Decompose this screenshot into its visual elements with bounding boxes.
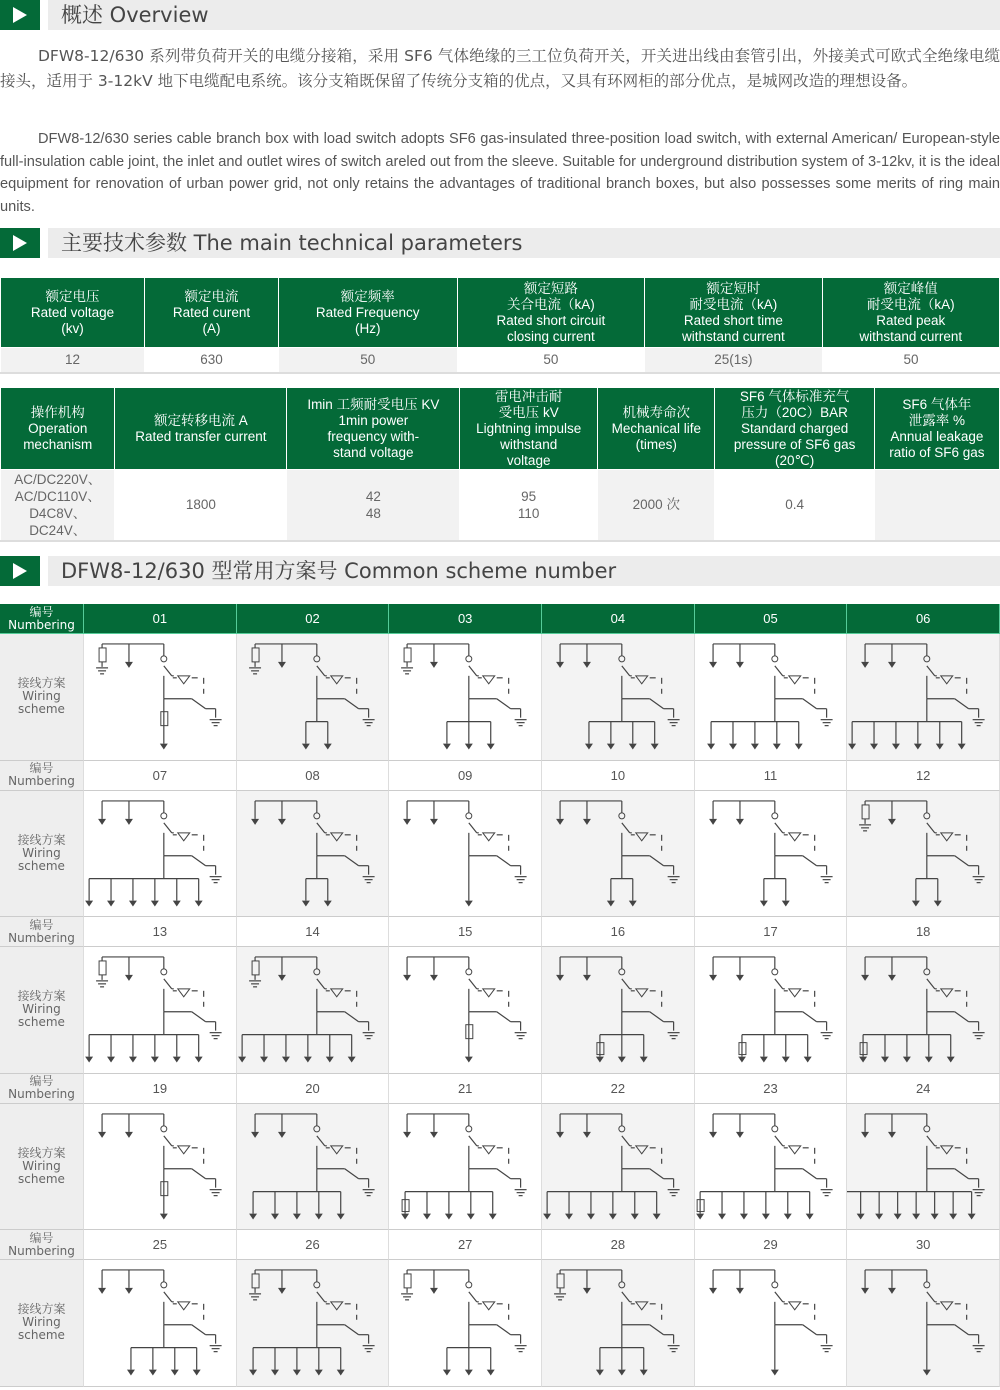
label-en: Numbering bbox=[8, 617, 75, 632]
wiring-scheme-cell bbox=[542, 791, 695, 918]
text-line: 95 bbox=[521, 488, 537, 504]
wiring-scheme-cell bbox=[389, 1104, 542, 1231]
wiring-diagram bbox=[695, 947, 847, 1073]
text-line: 耐受电流（kA) bbox=[866, 296, 955, 312]
wiring-diagram bbox=[695, 634, 847, 760]
overview-zh: DFW8-12/630 系列带负荷开关的电缆分接箱，采用 SF6 气体绝缘的三工位负荷开关，开关进出线由套管引出，外接美式可欧式全绝缘电缆接头，适用于 3-12kV 地下电缆配电系统。该分支箱既保留了传统分支箱的优点，又具有环网柜的部分优点，是城网改造的理想设备。 bbox=[0, 47, 1000, 90]
wiring-scheme-cell bbox=[237, 634, 390, 761]
text-line: 110 bbox=[517, 505, 540, 521]
wiring-scheme-cell bbox=[542, 634, 695, 761]
text-line: 耐受电流（kA) bbox=[689, 296, 778, 312]
label-en: Numbering bbox=[8, 774, 75, 788]
label-en: Wiring bbox=[22, 1158, 61, 1173]
wiring-label bbox=[0, 947, 84, 1074]
text-line: 额定峰值 bbox=[883, 280, 938, 296]
wiring-diagram bbox=[847, 791, 999, 917]
scheme-number: 07 bbox=[84, 761, 237, 791]
scheme-number: 21 bbox=[389, 1074, 542, 1104]
column-header bbox=[457, 278, 645, 348]
text-line: voltage bbox=[506, 452, 551, 468]
text-line: 48 bbox=[365, 505, 381, 521]
wiring-label bbox=[0, 1104, 84, 1231]
wiring-label bbox=[0, 1260, 84, 1387]
wiring-row bbox=[0, 1260, 1000, 1387]
numbering-row bbox=[0, 604, 1000, 634]
text-line: SF6 气体年 bbox=[902, 396, 972, 412]
wiring-diagram bbox=[847, 1260, 999, 1386]
wiring-diagram bbox=[84, 947, 236, 1073]
text-line: Lightning impulse bbox=[476, 420, 582, 436]
wiring-diagram bbox=[847, 1104, 999, 1230]
wiring-scheme-cell bbox=[84, 791, 237, 918]
label-en: scheme bbox=[18, 858, 65, 873]
label-zh: 编号 bbox=[29, 761, 54, 775]
label-en: Wiring bbox=[22, 1315, 61, 1330]
text-line: pressure of SF6 gas bbox=[733, 436, 856, 452]
label-en: scheme bbox=[18, 1328, 65, 1343]
label-en: Wiring bbox=[22, 689, 61, 704]
text-line: (times) bbox=[635, 436, 677, 452]
column-header bbox=[287, 388, 460, 470]
wiring-scheme-cell bbox=[237, 791, 390, 918]
table-cell bbox=[715, 470, 874, 541]
table-cell: 12 bbox=[1, 348, 145, 373]
numbering-row bbox=[0, 917, 1000, 947]
params-table-1 bbox=[0, 277, 1000, 374]
text-line: 额定短时 bbox=[706, 280, 761, 296]
text-line: Operation bbox=[28, 420, 88, 436]
column-header bbox=[645, 278, 822, 348]
wiring-scheme-cell bbox=[695, 634, 848, 761]
text-line: (Hz) bbox=[354, 320, 381, 336]
wiring-scheme-cell bbox=[695, 1104, 848, 1231]
overview-en: DFW8-12/630 series cable branch box with load switch adopts SF6 gas-insulated three-position load switch, with external American/ European-style full-insulation cable joint, the inlet and outlet wires of switch areled out from the sleeve. Suitable for underground distribution system of 3-12kv, it is the ideal equipment for renovation of urban power grid, not only retains the advantages of traditional branch boxes, but also possesses some merits of ring main units. bbox=[0, 131, 1000, 215]
wiring-scheme-cell bbox=[847, 947, 1000, 1074]
column-header bbox=[115, 388, 287, 470]
text-line: 2000 次 bbox=[632, 497, 680, 513]
text-line: Rated Frequency bbox=[315, 304, 420, 320]
wiring-diagram bbox=[542, 634, 694, 760]
wiring-diagram bbox=[389, 1104, 541, 1230]
column-header bbox=[145, 278, 279, 348]
label-zh: 接线方案 bbox=[17, 1302, 66, 1317]
text-line: 0.4 bbox=[785, 497, 805, 513]
text-line: (kv) bbox=[61, 320, 84, 336]
wiring-label bbox=[0, 634, 84, 761]
wiring-diagram bbox=[237, 947, 389, 1073]
section-header-params bbox=[0, 228, 1000, 258]
wiring-scheme-cell bbox=[237, 1260, 390, 1387]
wiring-diagram bbox=[389, 947, 541, 1073]
label-en: Wiring bbox=[22, 845, 61, 860]
scheme-number: 13 bbox=[84, 917, 237, 947]
text-line: AC/DC220V、 bbox=[14, 471, 102, 487]
wiring-scheme-cell bbox=[847, 1104, 1000, 1231]
text-line: 关合电流（kA) bbox=[506, 296, 595, 312]
wiring-diagram bbox=[847, 634, 999, 760]
scheme-number: 30 bbox=[847, 1230, 1000, 1260]
wiring-diagram bbox=[389, 791, 541, 917]
wiring-diagram bbox=[389, 1260, 541, 1386]
numbering-label bbox=[0, 761, 84, 791]
text-line: D4C8V、 bbox=[29, 505, 87, 521]
column-header bbox=[598, 388, 715, 470]
text-line: withstand current bbox=[859, 328, 963, 344]
wiring-scheme-cell bbox=[84, 1104, 237, 1231]
scheme-number: 17 bbox=[695, 917, 848, 947]
wiring-row bbox=[0, 791, 1000, 918]
wiring-row bbox=[0, 634, 1000, 761]
section-header-schemes bbox=[0, 556, 1000, 586]
scheme-number: 26 bbox=[237, 1230, 390, 1260]
label-zh: 接线方案 bbox=[17, 832, 66, 847]
scheme-number: 12 bbox=[847, 761, 1000, 791]
scheme-number: 05 bbox=[695, 604, 848, 634]
numbering-label bbox=[0, 1230, 84, 1260]
text-line: 1min power bbox=[338, 412, 409, 428]
column-header bbox=[278, 278, 457, 348]
scheme-number: 10 bbox=[542, 761, 695, 791]
scheme-number: 18 bbox=[847, 917, 1000, 947]
text-line: mechanism bbox=[23, 436, 93, 452]
wiring-scheme-cell bbox=[389, 947, 542, 1074]
column-header bbox=[715, 388, 874, 470]
text-line: Rated peak bbox=[876, 312, 946, 328]
text-line: Rated short time bbox=[683, 312, 783, 328]
scheme-number: 09 bbox=[389, 761, 542, 791]
scheme-number: 22 bbox=[542, 1074, 695, 1104]
text-line: 压力（20C）BAR bbox=[741, 404, 848, 420]
label-zh: 编号 bbox=[29, 1074, 54, 1088]
scheme-number: 16 bbox=[542, 917, 695, 947]
column-header bbox=[1, 388, 115, 470]
label-en: Wiring bbox=[22, 1002, 61, 1017]
table-cell: 630 bbox=[145, 348, 279, 373]
wiring-diagram bbox=[695, 1104, 847, 1230]
text-line: stand voltage bbox=[333, 444, 414, 460]
scheme-number: 03 bbox=[389, 604, 542, 634]
scheme-number: 04 bbox=[542, 604, 695, 634]
table-cell: 50 bbox=[822, 348, 999, 373]
text-line: Annual leakage bbox=[890, 428, 984, 444]
wiring-row bbox=[0, 947, 1000, 1074]
scheme-number: 08 bbox=[237, 761, 390, 791]
label-zh: 编号 bbox=[29, 917, 54, 932]
text-line: 额定电压 bbox=[45, 288, 100, 304]
wiring-scheme-cell bbox=[237, 1104, 390, 1231]
text-line: Standard charged bbox=[740, 420, 849, 436]
text-line: 额定短路 bbox=[523, 280, 578, 296]
text-line: Rated curent bbox=[172, 304, 251, 320]
text-line: AC/DC110V、 bbox=[14, 488, 101, 504]
scheme-number: 28 bbox=[542, 1230, 695, 1260]
wiring-scheme-cell bbox=[542, 947, 695, 1074]
text-line: (20℃) bbox=[775, 452, 815, 468]
column-header bbox=[874, 388, 999, 470]
wiring-scheme-cell bbox=[542, 1104, 695, 1231]
scheme-number: 23 bbox=[695, 1074, 848, 1104]
numbering-row bbox=[0, 1230, 1000, 1260]
play-arrow-icon bbox=[0, 556, 40, 586]
text-line: withstand bbox=[500, 436, 558, 452]
text-line: Mechanical life bbox=[611, 420, 701, 436]
wiring-scheme-cell bbox=[542, 1260, 695, 1387]
wiring-diagram bbox=[84, 791, 236, 917]
text-line: Rated transfer current bbox=[135, 428, 267, 444]
wiring-diagram bbox=[847, 947, 999, 1073]
section-title: 主要技术参数 The main technical parameters bbox=[48, 228, 1000, 258]
scheme-number: 24 bbox=[847, 1074, 1000, 1104]
text-line: Imin 工频耐受电压 KV bbox=[307, 396, 440, 412]
label-en: scheme bbox=[18, 702, 65, 717]
text-line: DC24V、 bbox=[29, 522, 87, 538]
table-cell bbox=[287, 470, 460, 541]
wiring-scheme-cell bbox=[847, 1260, 1000, 1387]
column-header bbox=[822, 278, 999, 348]
section-title: DFW8-12/630 型常用方案号 Common scheme number bbox=[48, 556, 1000, 586]
label-en: scheme bbox=[18, 1171, 65, 1186]
label-en: Numbering bbox=[8, 930, 75, 945]
wiring-scheme-cell bbox=[847, 791, 1000, 918]
text-line: Rated voltage bbox=[30, 304, 115, 320]
wiring-scheme-cell bbox=[84, 634, 237, 761]
wiring-diagram bbox=[84, 634, 236, 760]
wiring-row bbox=[0, 1104, 1000, 1231]
section-title: 概述 Overview bbox=[48, 0, 1000, 30]
wiring-diagram bbox=[542, 947, 694, 1073]
label-en: Numbering bbox=[8, 1243, 75, 1258]
text-line: 1800 bbox=[185, 497, 216, 513]
text-line: ratio of SF6 gas bbox=[889, 444, 985, 460]
wiring-label bbox=[0, 791, 84, 918]
table-cell bbox=[115, 470, 287, 541]
play-arrow-icon bbox=[0, 228, 40, 258]
scheme-number: 11 bbox=[695, 761, 848, 791]
wiring-diagram bbox=[237, 1104, 389, 1230]
play-arrow-icon bbox=[0, 0, 40, 30]
wiring-diagram bbox=[84, 1104, 236, 1230]
scheme-number: 20 bbox=[237, 1074, 390, 1104]
label-zh: 接线方案 bbox=[17, 989, 66, 1004]
text-line: 受电压 kV bbox=[498, 404, 559, 420]
numbering-row bbox=[0, 1074, 1000, 1104]
label-zh: 接线方案 bbox=[17, 1145, 66, 1160]
label-en: scheme bbox=[18, 1015, 65, 1030]
scheme-grid bbox=[0, 604, 1000, 1387]
label-en: Numbering bbox=[8, 1087, 75, 1101]
scheme-number: 25 bbox=[84, 1230, 237, 1260]
table-cell bbox=[1, 470, 115, 541]
table-cell: 50 bbox=[278, 348, 457, 373]
text-line: Rated short circuit bbox=[496, 312, 606, 328]
text-line: 操作机构 bbox=[30, 404, 85, 420]
wiring-scheme-cell bbox=[84, 947, 237, 1074]
text-line: closing current bbox=[506, 328, 595, 344]
wiring-diagram bbox=[84, 1260, 236, 1386]
wiring-diagram bbox=[695, 791, 847, 917]
table-cell bbox=[874, 470, 999, 541]
label-zh: 接线方案 bbox=[17, 676, 66, 691]
wiring-diagram bbox=[542, 791, 694, 917]
wiring-scheme-cell bbox=[389, 1260, 542, 1387]
wiring-scheme-cell bbox=[84, 1260, 237, 1387]
text-line: frequency with- bbox=[327, 428, 420, 444]
text-line: 额定转移电流 A bbox=[154, 412, 248, 428]
text-line: 雷电冲击耐 bbox=[494, 388, 563, 404]
numbering-label bbox=[0, 604, 84, 634]
column-header bbox=[460, 388, 598, 470]
text-line: SF6 气体标准充气 bbox=[739, 388, 850, 404]
params-table-2 bbox=[0, 387, 1000, 542]
column-header bbox=[1, 278, 145, 348]
wiring-scheme-cell bbox=[389, 791, 542, 918]
wiring-scheme-cell bbox=[389, 634, 542, 761]
wiring-scheme-cell bbox=[237, 947, 390, 1074]
table-cell: 25(1s) bbox=[645, 348, 822, 373]
text-line: 泄露率 % bbox=[908, 412, 966, 428]
text-line: withstand current bbox=[681, 328, 785, 344]
scheme-number: 14 bbox=[237, 917, 390, 947]
table-cell bbox=[598, 470, 715, 541]
scheme-number: 01 bbox=[84, 604, 237, 634]
wiring-diagram bbox=[542, 1260, 694, 1386]
table-cell: 50 bbox=[457, 348, 645, 373]
wiring-scheme-cell bbox=[695, 1260, 848, 1387]
wiring-diagram bbox=[542, 1104, 694, 1230]
scheme-number: 06 bbox=[847, 604, 1000, 634]
scheme-number: 19 bbox=[84, 1074, 237, 1104]
numbering-label bbox=[0, 1074, 84, 1104]
wiring-scheme-cell bbox=[847, 634, 1000, 761]
label-zh: 编号 bbox=[29, 604, 54, 619]
scheme-number: 29 bbox=[695, 1230, 848, 1260]
label-zh: 编号 bbox=[29, 1230, 54, 1245]
wiring-scheme-cell bbox=[695, 947, 848, 1074]
text-line: (A) bbox=[202, 320, 221, 336]
scheme-number: 27 bbox=[389, 1230, 542, 1260]
text-line: 额定频率 bbox=[340, 288, 395, 304]
wiring-diagram bbox=[237, 791, 389, 917]
wiring-diagram bbox=[695, 1260, 847, 1386]
text-line: 额定电流 bbox=[184, 288, 239, 304]
scheme-number: 02 bbox=[237, 604, 390, 634]
wiring-diagram bbox=[389, 634, 541, 760]
text-line: 42 bbox=[365, 488, 381, 504]
numbering-row bbox=[0, 761, 1000, 791]
numbering-label bbox=[0, 917, 84, 947]
wiring-diagram bbox=[237, 1260, 389, 1386]
section-header-overview bbox=[0, 0, 1000, 30]
scheme-number: 15 bbox=[389, 917, 542, 947]
table-cell bbox=[460, 470, 598, 541]
wiring-diagram bbox=[237, 634, 389, 760]
wiring-scheme-cell bbox=[695, 791, 848, 918]
text-line: 机械寿命次 bbox=[622, 404, 691, 420]
